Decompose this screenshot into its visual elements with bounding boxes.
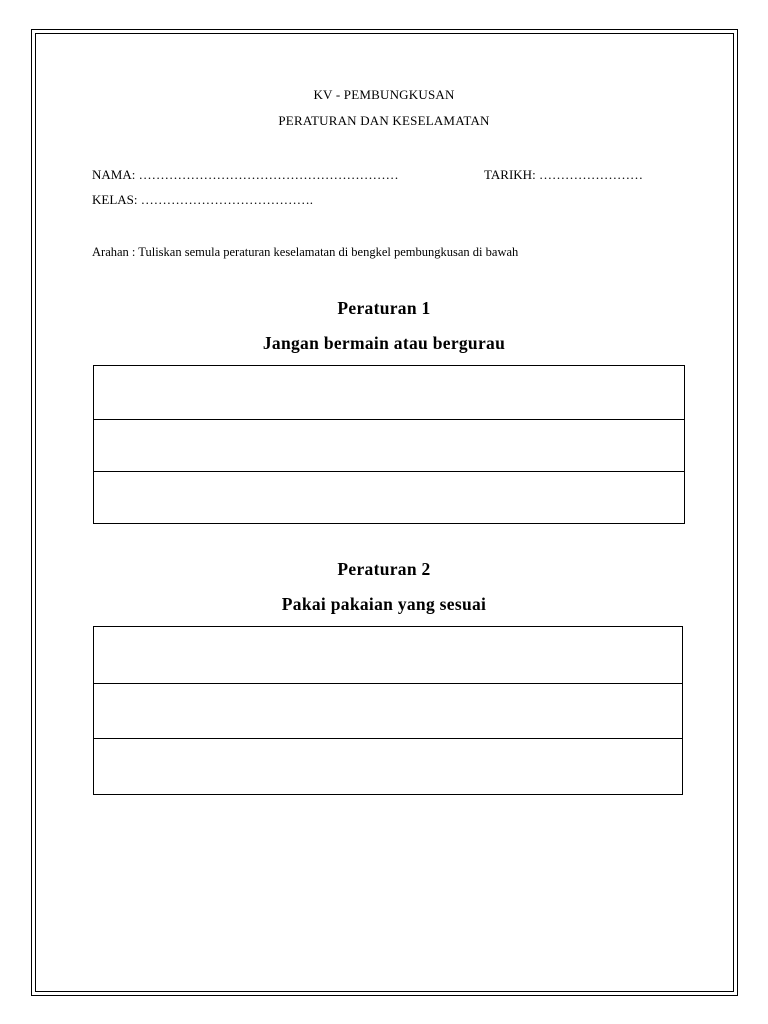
rule-1-answer-box[interactable] xyxy=(93,365,685,524)
rule-2-answer-line xyxy=(94,738,682,739)
rule-1-answer-line xyxy=(94,419,684,420)
course-title: KV - PEMBUNGKUSAN xyxy=(313,87,455,102)
rule-1-title: Peraturan 1 xyxy=(337,298,431,318)
name-field[interactable] xyxy=(92,167,399,183)
rule-2-text: Pakai pakaian yang sesuai xyxy=(281,594,487,614)
class-label: KELAS: xyxy=(92,192,138,207)
date-field[interactable] xyxy=(484,167,643,183)
rule-2-answer-line xyxy=(94,683,682,684)
name-blank[interactable]: …………………………………………………… xyxy=(138,167,399,182)
rule-2-title: Peraturan 2 xyxy=(337,559,431,579)
class-field[interactable] xyxy=(92,192,313,208)
class-blank[interactable]: …………………………………. xyxy=(140,192,313,207)
date-blank[interactable]: …………………… xyxy=(538,167,643,182)
instruction-text: Arahan : Tuliskan semula peraturan keselamatan di bengkel pembungkusan di bawah xyxy=(92,245,519,259)
name-label: NAMA: xyxy=(92,167,136,182)
topic-title: PERATURAN DAN KESELAMATAN xyxy=(278,113,490,128)
rule-1-answer-line xyxy=(94,471,684,472)
date-label: TARIKH: xyxy=(484,167,536,182)
rule-1-text: Jangan bermain atau bergurau xyxy=(262,333,506,353)
rule-2-answer-box[interactable] xyxy=(93,626,683,795)
